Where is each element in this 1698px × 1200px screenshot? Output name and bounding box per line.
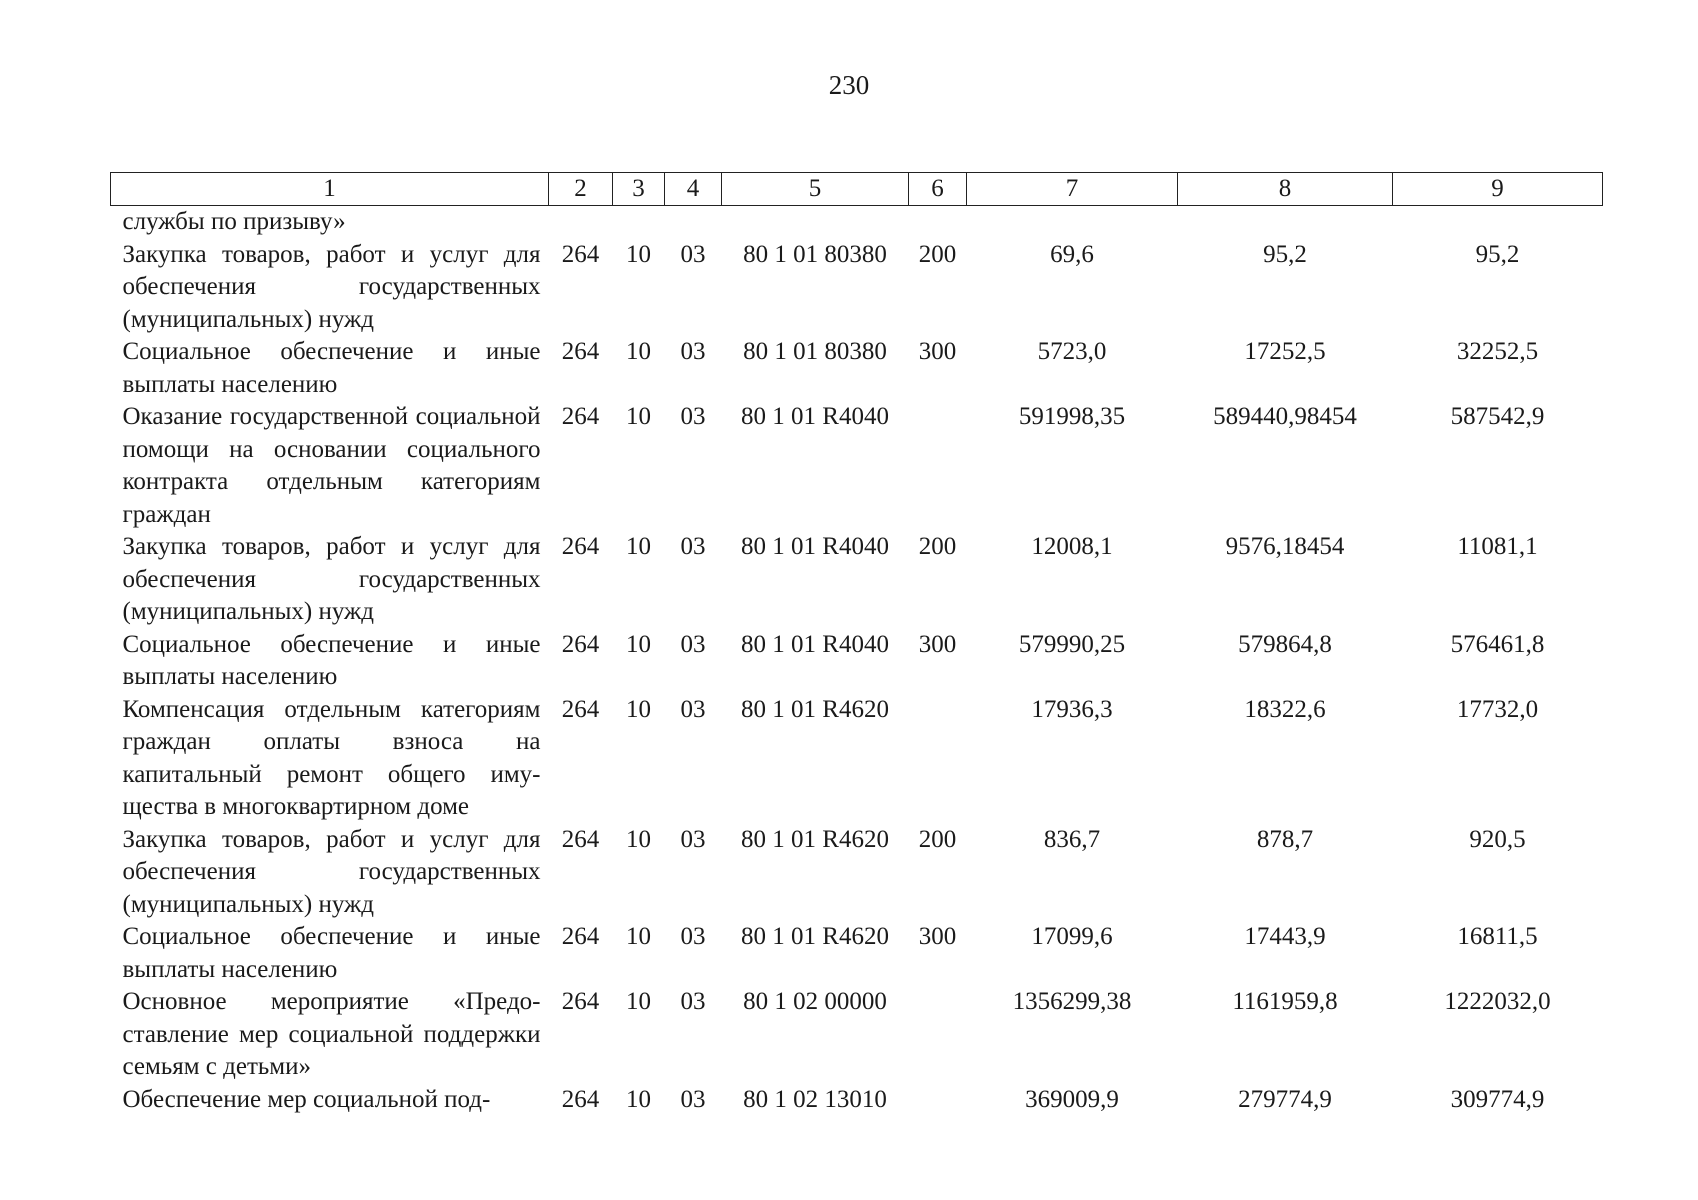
row-name: Социальное обеспечение и иные выплаты населению [122, 923, 541, 983]
expense-type-code [909, 401, 967, 531]
amount-col-8: 17252,5 [1244, 338, 1326, 365]
amount-col-8: 878,7 [1256, 825, 1314, 853]
target-article-code: 80 1 02 13010 [743, 1085, 887, 1113]
table-row [111, 401, 1603, 531]
row-name: Основное мероприятие «Предоставление мер социальной поддержки семьям с детьми» [122, 988, 541, 1080]
target-article-code: 80 1 01 R4620 [741, 825, 889, 853]
table-row [111, 629, 1603, 694]
amount-col-9: 1222032,0 [1444, 988, 1551, 1015]
target-article-code: 80 1 01 R4620 [741, 695, 889, 723]
amount-col-7: 69,6 [1050, 240, 1094, 268]
amount-col-9: 16811,5 [1457, 923, 1538, 950]
row-name: Закупка товаров, работ и услуг для обеспечения государственных (муниципальных) нужд [122, 533, 541, 625]
target-article-code: 80 1 01 R4620 [741, 923, 889, 950]
amount-col-7: 1356299,38 [1012, 988, 1132, 1015]
amount-col-7: 12008,1 [1031, 533, 1113, 560]
table-row [111, 531, 1603, 629]
amount-col-8: 17443,9 [1244, 923, 1326, 950]
expense-type-code: 200 [918, 240, 957, 268]
amount-col-9: 32252,5 [1456, 338, 1539, 365]
target-article-code: 80 1 01 R4040 [741, 403, 889, 430]
expense-type-code: 300 [918, 338, 957, 365]
admin-code: 264 [561, 695, 600, 723]
column-header-5: 5 [722, 173, 909, 206]
section-code: 10 [626, 988, 651, 1015]
admin-code: 264 [561, 240, 600, 268]
continuation-text: службы по призыву» [122, 208, 346, 235]
target-article-code: 80 1 01 R4040 [741, 533, 889, 560]
expense-type-code: 300 [918, 923, 957, 950]
amount-col-9: 17732,0 [1456, 695, 1539, 723]
admin-code: 264 [561, 338, 600, 365]
admin-code: 264 [561, 1085, 600, 1113]
expense-type-code: 200 [918, 825, 957, 853]
amount-col-7: 369009,9 [1025, 1085, 1119, 1113]
budget-table [110, 172, 1603, 1116]
page-number: 230 [828, 70, 870, 100]
subsection-code: 03 [680, 923, 706, 950]
column-number-header-row [111, 173, 1603, 206]
expense-type-code: 300 [918, 630, 957, 658]
column-header-6: 6 [909, 173, 967, 206]
subsection-code: 03 [680, 630, 706, 658]
target-article-code: 80 1 01 80380 [743, 240, 887, 268]
table-row [111, 824, 1603, 922]
table-row [111, 336, 1603, 401]
row-name: Компенсация отдельным категориям граждан оплаты взноса на капитальный ремонт общего имущества в многоквартирном доме [122, 695, 541, 820]
amount-col-8: 95,2 [1263, 240, 1307, 268]
admin-code: 264 [561, 923, 600, 950]
row-name: Закупка товаров, работ и услуг для обеспечения государственных (муниципальных) нужд [122, 825, 541, 918]
subsection-code: 03 [680, 988, 706, 1015]
expense-type-code [909, 1084, 967, 1117]
target-article-code: 80 1 02 00000 [743, 988, 887, 1015]
amount-col-9: 11081,1 [1457, 533, 1538, 560]
amount-col-9: 309774,9 [1450, 1085, 1545, 1113]
amount-col-8: 1161959,8 [1232, 988, 1338, 1015]
column-header-4: 4 [665, 173, 722, 206]
section-code: 10 [626, 1085, 651, 1113]
section-code: 10 [626, 695, 651, 723]
subsection-code: 03 [680, 240, 706, 268]
amount-col-7: 579990,25 [1018, 630, 1126, 658]
amount-col-7: 5723,0 [1037, 338, 1107, 365]
section-code: 10 [626, 240, 651, 268]
section-code: 10 [626, 338, 651, 365]
continuation-row [111, 206, 1603, 239]
row-name: Оказание государственной социальной помощи на основании социального контракта отдельным категориям граждан [122, 403, 541, 528]
table-row [111, 239, 1603, 337]
table-row [111, 986, 1603, 1084]
expense-type-code [909, 694, 967, 824]
column-header-1: 1 [111, 173, 549, 206]
section-code: 10 [626, 630, 651, 658]
amount-col-9: 95,2 [1475, 240, 1520, 268]
column-header-8: 8 [1178, 173, 1393, 206]
admin-code: 264 [561, 988, 600, 1015]
amount-col-8: 579864,8 [1238, 630, 1332, 658]
subsection-code: 03 [680, 338, 706, 365]
admin-code: 264 [561, 825, 600, 853]
amount-col-7: 17099,6 [1031, 923, 1113, 950]
amount-col-7: 17936,3 [1031, 695, 1113, 723]
row-name: Социальное обеспечение и иные выплаты населению [122, 338, 541, 398]
table-row [111, 1084, 1603, 1117]
column-header-3: 3 [613, 173, 665, 206]
admin-code: 264 [561, 533, 600, 560]
amount-col-8: 589440,98454 [1213, 403, 1357, 430]
admin-code: 264 [561, 403, 600, 430]
expense-type-code: 200 [918, 533, 957, 560]
column-header-7: 7 [967, 173, 1178, 206]
table-row [111, 694, 1603, 824]
amount-col-8: 279774,9 [1238, 1085, 1332, 1113]
target-article-code: 80 1 01 R4040 [741, 630, 889, 658]
target-article-code: 80 1 01 80380 [743, 338, 887, 365]
admin-code: 264 [561, 630, 600, 658]
expense-type-code [909, 986, 967, 1084]
table-row [111, 921, 1603, 986]
amount-col-8: 9576,18454 [1225, 533, 1345, 560]
section-code: 10 [626, 533, 651, 560]
row-name: Обеспечение мер социальной под- [122, 1085, 491, 1113]
section-code: 10 [626, 403, 651, 430]
section-code: 10 [626, 825, 651, 853]
subsection-code: 03 [680, 403, 706, 430]
subsection-code: 03 [680, 695, 706, 723]
subsection-code: 03 [680, 1085, 706, 1113]
amount-col-9: 587542,9 [1450, 403, 1545, 430]
section-code: 10 [626, 923, 651, 950]
subsection-code: 03 [680, 825, 706, 853]
column-header-2: 2 [549, 173, 613, 206]
amount-col-9: 576461,8 [1450, 630, 1545, 658]
row-name: Закупка товаров, работ и услуг для обеспечения государственных (муниципальных) нужд [122, 240, 541, 333]
row-name: Социальное обеспечение и иные выплаты населению [122, 630, 541, 690]
amount-col-9: 920,5 [1469, 825, 1526, 853]
column-header-9: 9 [1393, 173, 1603, 206]
subsection-code: 03 [680, 533, 706, 560]
amount-col-8: 18322,6 [1244, 695, 1326, 723]
amount-col-7: 591998,35 [1018, 403, 1126, 430]
amount-col-7: 836,7 [1043, 825, 1101, 853]
